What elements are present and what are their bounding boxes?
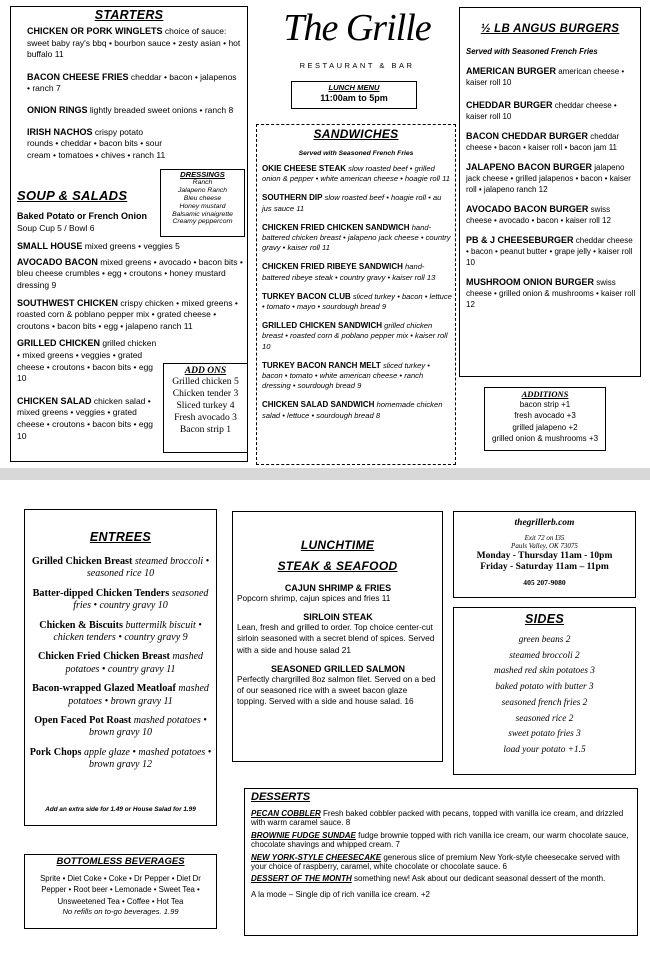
logo-wordmark: The Grille — [283, 7, 431, 49]
menu-item — [262, 321, 452, 352]
addons-list — [164, 376, 247, 436]
item-desc: cheddar cheese • bacon • kaiser roll • bacon jam 11 — [466, 132, 620, 152]
entree-item — [29, 683, 212, 708]
item-desc: swiss cheese • avocado • bacon • kaiser roll 12 — [466, 205, 611, 225]
additions-box — [484, 387, 606, 451]
sandwiches-subtitle: Served with Seasoned French Fries — [298, 150, 414, 157]
entree-item — [29, 651, 212, 676]
dessert-item — [251, 853, 631, 872]
menu-item — [17, 298, 245, 333]
menu-item — [262, 400, 452, 420]
item-desc: sliced turkey • bacon • tomato • white american cheese • ranch dressing • sourdough bread 9 — [262, 360, 430, 391]
item-desc: grilled chicken breast • roasted corn & poblano pepper mix • kaiser roll 10 — [262, 321, 448, 351]
desserts-list — [245, 803, 637, 884]
item-name: DESSERT OF THE MONTH — [251, 874, 352, 884]
soup-title: SOUP & SALADS — [17, 188, 128, 203]
dessert-item — [251, 831, 631, 850]
starters-title: STARTERS — [94, 8, 164, 22]
item-desc: Perfectly chargrilled 8oz salmon filet. Served on a bed of our seasoned rice with a sweet bacon glaze topping. Served with a side and house salad. 16 — [237, 673, 436, 707]
logo — [262, 6, 452, 70]
item-name: SMALL HOUSE — [17, 241, 83, 252]
item-desc: jalapeno jack cheese • grilled jalapenos • bacon • kaiser roll • jalapeno ranch 12 — [466, 163, 631, 194]
item-name: OKIE CHEESE STEAK — [262, 164, 347, 173]
item-name: Batter-dipped Chicken Tenders — [32, 587, 170, 599]
beverages-list — [25, 873, 216, 907]
item-name: GRILLED CHICKEN — [17, 338, 100, 349]
lunch-hours: 11:00am to 5pm — [320, 93, 388, 103]
menu-item — [17, 338, 161, 384]
item-name: Chicken Fried Chicken Breast — [37, 651, 170, 663]
addition-item: grilled onion & mushrooms +3 — [491, 434, 599, 444]
item-desc: crispy potato rounds • cheddar • bacon bits • sour cream • tomatoes • chives • ranch 11 — [27, 126, 166, 160]
menu-item — [262, 193, 452, 213]
item-desc: sliced turkey • bacon • lettuce • tomato • mayo • sourdough bread 9 — [262, 291, 452, 312]
dressings-title: DRESSINGS — [180, 170, 225, 179]
item-name: CHEDDAR BURGER — [466, 100, 553, 110]
item-desc: mixed greens • avocado • bacon bits • bleu cheese crumbles • egg • croutons • honey mustard dressing 9 — [17, 256, 243, 290]
sandwiches-list — [257, 157, 455, 421]
menu-item — [27, 127, 167, 162]
item-name: CHICKEN SALAD SANDWICH — [262, 400, 375, 410]
entrees-list — [25, 556, 216, 772]
item-name: CHICKEN SALAD — [17, 395, 92, 406]
item-desc: cheddar cheese • bacon • peanut butter • grape jelly • kaiser roll 10 — [466, 236, 633, 267]
website[interactable]: thegrillerb.com — [514, 518, 575, 528]
item-name: GRILLED CHICKEN SANDWICH — [262, 321, 382, 331]
logo-subtitle: RESTAURANT & BAR — [299, 61, 415, 70]
addition-item: bacon strip +1 — [519, 400, 571, 409]
side-item: steamed broccoli 2 — [509, 650, 580, 661]
item-name: BACON CHEDDAR BURGER — [466, 131, 589, 141]
menu-item — [466, 100, 636, 122]
menu-item — [262, 292, 452, 312]
item-name: MUSHROOM ONION BURGER — [466, 277, 594, 287]
item-desc: apple glaze • mashed potatoes • brown gravy 12 — [84, 746, 212, 771]
addition-item: fresh avocado +3 — [514, 411, 576, 421]
beverages-note: No refills on to-go beverages. 1.99 — [62, 907, 179, 917]
item-name: Grilled Chicken Breast — [31, 556, 133, 567]
additions-list — [485, 399, 605, 445]
desserts-box — [244, 788, 638, 936]
entree-item — [29, 556, 212, 581]
item-name: SOUTHWEST CHICKEN — [17, 297, 118, 308]
addons-title: ADD ONS — [184, 366, 227, 376]
dressing-option: Balsamic vinaigrette — [172, 210, 233, 218]
menu-page-dinner — [0, 480, 650, 960]
side-item: mashed red skin potatoes 3 — [494, 666, 595, 677]
dressing-option: Bleu cheese — [183, 194, 222, 202]
entree-item — [29, 715, 212, 740]
item-desc: steamed broccoli • seasoned rice 10 — [86, 556, 210, 580]
item-desc: something new! Ask about our dedicant seasonal dessert of the month. — [353, 874, 606, 884]
menu-item — [17, 211, 167, 234]
entree-item — [29, 588, 212, 613]
addon-item: Grilled chicken 5 — [172, 376, 239, 387]
item-desc: homemade chicken salad • lettuce • sourdough bread 8 — [262, 400, 443, 420]
dressings-list — [161, 179, 244, 226]
beverage-line: Sprite • Diet Coke • Coke • Dr Pepper • Diet Dr — [40, 874, 201, 883]
burgers-box — [459, 7, 641, 377]
menu-item — [17, 257, 245, 292]
item-desc: mashed potatoes • country gravy 11 — [65, 651, 204, 675]
dessert-item — [251, 874, 631, 883]
addon-item: Fresh avocado 3 — [174, 412, 237, 424]
item-name: NEW YORK-STYLE CHEESECAKE — [251, 852, 382, 862]
phone[interactable]: 405 207-9080 — [523, 577, 566, 587]
item-name: CHICKEN FRIED RIBEYE SANDWICH — [262, 262, 403, 272]
sandwiches-title: SANDWICHES — [313, 127, 399, 141]
alamode: A la mode – Single dip of rich vanilla ice cream. +2 — [251, 889, 430, 899]
dessert-item — [251, 809, 631, 828]
item-name: TURKEY BACON RANCH MELT — [262, 360, 381, 370]
item-desc: swiss cheese • grilled onion & mushrooms • kaiser roll 12 — [466, 278, 636, 309]
item-desc: cheddar cheese • kaiser roll 10 — [466, 101, 617, 121]
menu-item — [466, 235, 636, 268]
sides-title: SIDES — [524, 612, 564, 626]
lunchtime-title: LUNCHTIME — [300, 538, 375, 552]
beverages-box — [24, 854, 217, 929]
item-desc: fudge brownie topped with rich vanilla ice cream, our warm chocolate sauce, chocolate shavings and whipped cream. 7 — [251, 830, 629, 850]
city-info: Pauls Valley, OK 73075 — [511, 542, 578, 551]
item-desc: slow roasted beef • hoagie roll • au jus sauce 11 — [262, 193, 442, 213]
dressing-option: Ranch — [192, 178, 213, 186]
dressings-box — [160, 169, 245, 237]
item-name: Pork Chops — [29, 746, 82, 758]
menu-item — [466, 277, 636, 310]
burgers-subtitle: Served with Seasoned French Fries — [466, 47, 598, 56]
item-desc: mashed potatoes • brown gravy 11 — [68, 683, 209, 707]
item-name: AVOCADO BACON — [17, 256, 98, 267]
lunchtime-subtitle: STEAK & SEAFOOD — [277, 559, 398, 573]
item-desc: lightly breaded sweet onions • ranch 8 — [89, 104, 234, 115]
item-name: CHICKEN OR PORK WINGLETS — [27, 26, 163, 36]
entree-item — [29, 747, 212, 772]
lunchtime-list — [233, 573, 442, 707]
menu-item — [17, 241, 245, 253]
item-name: PB & J CHEESEBURGER — [466, 235, 574, 245]
lunch-hours-box — [291, 81, 417, 109]
menu-item — [262, 361, 452, 392]
item-name: AMERICAN BURGER — [466, 66, 556, 76]
lunch-title: LUNCH MENU — [328, 83, 380, 92]
menu-page-lunch — [0, 0, 650, 468]
side-item: seasoned rice 2 — [515, 713, 574, 724]
dressing-option: Creamy peppercorn — [172, 218, 233, 226]
entrees-box — [24, 509, 217, 826]
desserts-title: DESSERTS — [251, 791, 311, 803]
item-name: TURKEY BACON CLUB — [262, 291, 351, 301]
addons-box — [163, 363, 248, 453]
entrees-title: ENTREES — [89, 530, 152, 544]
item-desc: mashed potatoes • brown gravy 10 — [89, 715, 207, 739]
info-box — [453, 511, 636, 598]
hours-weekend: Friday - Saturday 11am – 11pm — [480, 562, 609, 573]
item-desc: generous slice of premium New York-style cheesecake served with your choice of raspberry, caramel, white chocolate or chocolate sauce. 6 — [251, 852, 620, 872]
dressing-option: Honey mustard — [179, 202, 226, 210]
sides-box — [453, 607, 636, 775]
menu-item — [466, 66, 636, 88]
item-desc: cheddar • bacon • jalapenos • ranch 7 — [27, 71, 237, 94]
item-desc: choice of sauce: sweet baby ray's bbq • bourbon sauce • zesty asian • hot buffalo 11 — [27, 26, 241, 60]
menu-item — [262, 164, 452, 184]
item-desc: Lean, fresh and grilled to order. Top choice center-cut sirloin seasoned with a secret blend of spices. Served with a side and house salad 21 — [237, 622, 435, 655]
item-desc: Soup Cup 5 / Bowl 6 — [17, 222, 95, 233]
item-name: PECAN COBBLER — [251, 809, 321, 818]
exit-info: Exit 72 on I35 — [524, 534, 565, 542]
item-name: JALAPENO BACON BURGER — [466, 162, 593, 172]
entrees-note: Add an extra side for 1.49 or House Salad for 1.99 — [45, 806, 196, 813]
item-desc: hand-battered ribeye steak • country gravy • kaiser roll 13 — [262, 262, 436, 282]
item-name: SEASONED GRILLED SALMON — [270, 663, 405, 674]
addon-item: Chicken tender 3 — [172, 388, 239, 400]
item-desc: seasoned fries • country gravy 10 — [73, 587, 209, 612]
item-name: CHICKEN FRIED CHICKEN SANDWICH — [262, 222, 410, 232]
item-name: IRISH NACHOS — [27, 126, 93, 137]
additions-title: ADDITIONS — [521, 389, 569, 399]
menu-item — [27, 26, 241, 61]
menu-item — [262, 223, 452, 254]
item-name: BROWNIE FUDGE SUNDAE — [251, 830, 356, 840]
item-desc: Fresh baked cobbler packed with pecans, topped with vanilla ice cream, and drizzled with warm caramel sauce. 8 — [251, 809, 624, 828]
addon-item: Bacon strip 1 — [179, 424, 232, 436]
side-item: sweet potato fries 3 — [508, 729, 581, 740]
item-desc: crispy chicken • mixed greens • roasted corn & poblano pepper mix • grated cheese • croutons • bacon bits • egg • jalapeno ranch 11 — [17, 297, 238, 331]
item-desc: slow roasted beef • grilled onion & pepper • white american cheese • hoagie roll 11 — [262, 164, 450, 184]
item-desc: Popcorn shrimp, cajun spices and fries 11 — [237, 593, 391, 603]
item-name: ONION RINGS — [27, 104, 88, 115]
menu-item — [27, 72, 241, 95]
menu-item — [262, 262, 452, 282]
item-name: Chicken & Biscuits — [39, 619, 123, 631]
item-desc: chicken salad • mixed greens • veggies • grated cheese • croutons • bacon bits • egg 10 — [17, 395, 154, 441]
menu-item — [466, 162, 636, 195]
item-name: SIRLOIN STEAK — [303, 612, 373, 623]
beverage-line: Unsweetened Tea • Coffee • Hot Tea — [57, 896, 184, 906]
side-item: green beans 2 — [518, 635, 571, 645]
sandwiches-box — [256, 124, 456, 465]
burgers-list — [460, 56, 640, 310]
entree-item — [29, 620, 212, 645]
item-name: AVOCADO BACON BURGER — [466, 204, 589, 214]
item-name: BACON CHEESE FRIES — [27, 71, 129, 82]
menu-item — [466, 204, 636, 226]
item-name: SOUTHERN DIP — [262, 193, 323, 203]
item-desc: buttermilk biscuit • chicken tenders • country gravy 9 — [53, 619, 202, 644]
beverage-line: Pepper • Root beer • Lemonade • Sweet Tea • — [41, 885, 200, 895]
item-name: Bacon-wrapped Glazed Meatloaf — [32, 683, 176, 695]
item-desc: mixed greens • veggies 5 — [84, 241, 180, 252]
item-name: Open Faced Pot Roast — [34, 715, 132, 727]
menu-item — [466, 131, 636, 153]
item-name: Baked Potato or French Onion — [17, 211, 148, 221]
item-desc: hand-battered chicken breast • jalapeno jack cheese • country gravy • kaiser roll 11 — [262, 222, 451, 253]
menu-item — [17, 396, 161, 442]
menu-item — [27, 105, 241, 117]
addition-item: grilled jalapeno +2 — [512, 422, 578, 432]
side-item: seasoned french fries 2 — [501, 697, 588, 708]
side-item: load your potato +1.5 — [503, 744, 586, 755]
sides-list — [454, 633, 635, 759]
starters-list — [11, 22, 247, 161]
dressing-option: Jalapeno Ranch — [177, 186, 228, 194]
addon-item: Sliced turkey 4 — [176, 400, 235, 412]
item-name: CAJUN SHRIMP & FRIES — [284, 583, 392, 593]
hours-weekday: Monday - Thursday 11am - 10pm — [476, 550, 613, 561]
beverages-title: BOTTOMLESS BEVERAGES — [56, 856, 185, 867]
burgers-title: ½ LB ANGUS BURGERS — [480, 23, 620, 35]
lunchtime-box — [232, 511, 443, 762]
side-item: baked potato with butter 3 — [495, 682, 594, 693]
item-desc: american cheese • kaiser roll 10 — [466, 67, 625, 87]
item-desc: grilled chicken • mixed greens • veggies • grated cheese • croutons • bacon bits • egg 10 — [17, 338, 157, 384]
